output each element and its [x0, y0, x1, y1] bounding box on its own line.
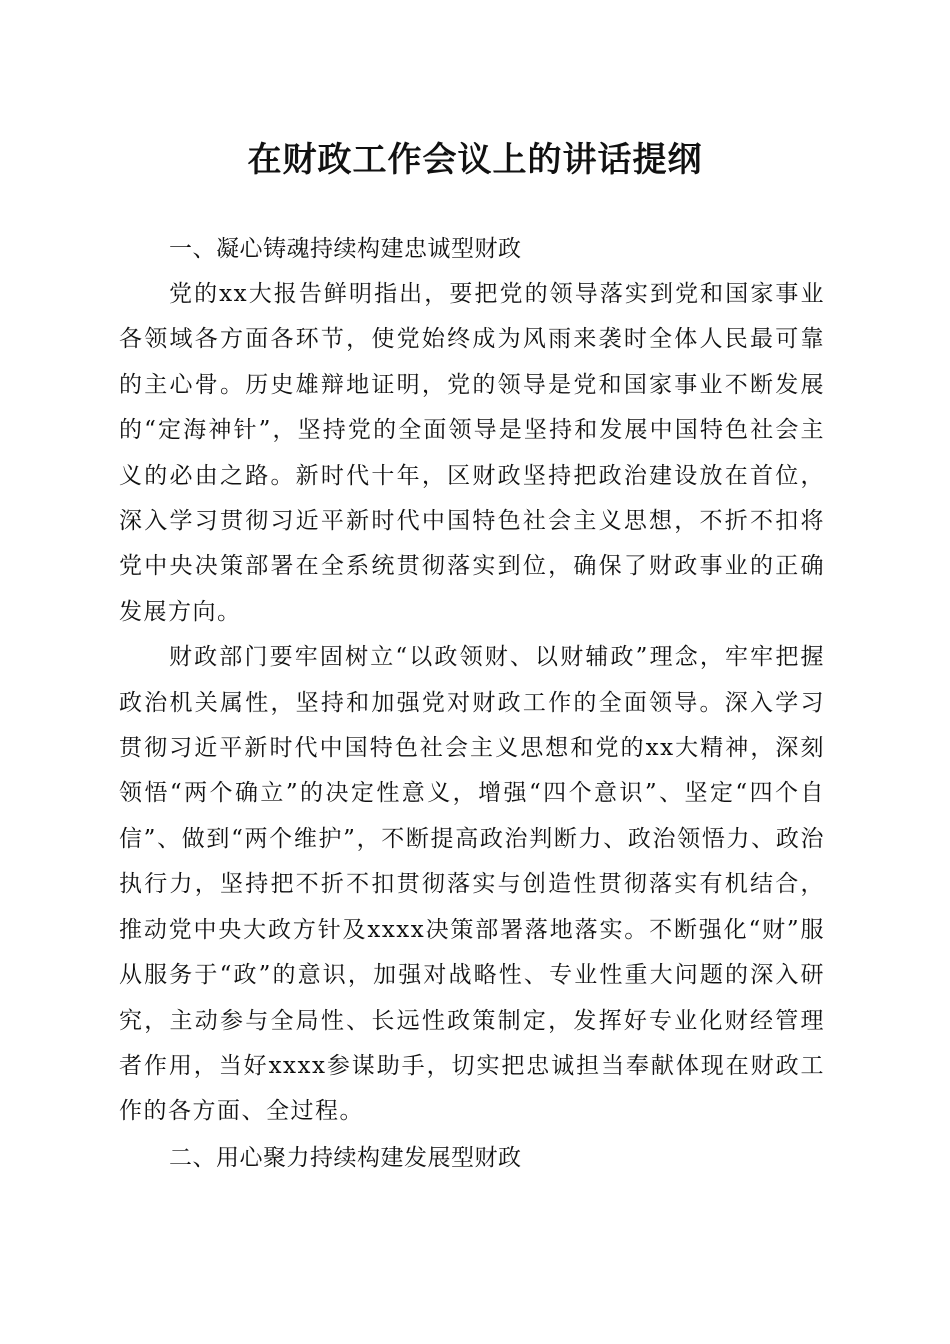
section-heading-2: 二、用心聚力持续构建发展型财政	[169, 1144, 522, 1171]
section-heading-1: 一、凝心铸魂持续构建忠诚型财政	[169, 236, 522, 262]
body-paragraph: 党的xx大报告鲜明指出，要把党的领导落实到党和国家事业各领域各方面各环节，使党始终成为风雨来袭时全体人民最可靠的主心骨。历史雄辩地证明，党的领导是党和国家事业不断发展的“定海神针”，坚持党的全面领导是坚持和发展中国特色社会主义的必由之路。新时代十年，区财政坚持把政治建设放在首位，深入学习贯彻习近平新时代中国特色社会主义思想，不折不扣将党中央决策部署在全系统贯彻落实到位，确保了财政事业的正确发展方向。	[119, 281, 825, 625]
document-title: 在财政工作会议上的讲话提纲	[247, 140, 703, 180]
body-paragraph: 财政部门要牢固树立“以政领财、以财辅政”理念，牢牢把握政治机关属性，坚持和加强党对财政工作的全面领导。深入学习贯彻习近平新时代中国特色社会主义思想和党的xx大精神，深刻领悟“两个确立”的决定性意义，增强“四个意识”、坚定“四个自信”、做到“两个维护”，不断提高政治判断力、政治领悟力、政治执行力，坚持把不折不扣贯彻落实与创造性贯彻落实有机结合，推动党中央大政方针及xxxx决策部署落地落实。不断强化“财”服从服务于“政”的意识，加强对战略性、专业性重大问题的深入研究，主动参与全局性、长远性政策制定，发挥好专业化财经管理者作用，当好xxxx参谋助手，切实把忠诚担当奉献体现在财政工作的各方面、全过程。	[119, 644, 825, 1125]
document-body	[119, 226, 825, 1181]
